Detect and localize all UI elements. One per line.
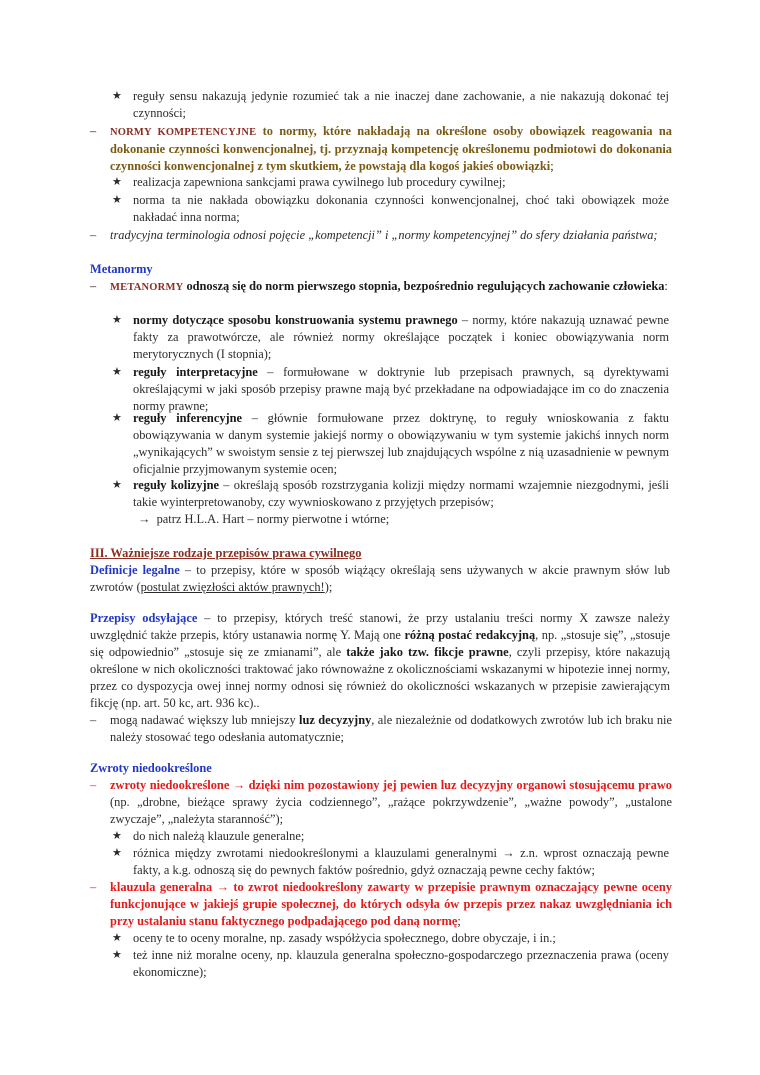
star-bullet-icon: ★ [112, 194, 122, 206]
bold-phrase: różną postać redakcyjną [404, 628, 536, 642]
star-bullet-icon: ★ [112, 479, 122, 491]
dash-item-luz [90, 712, 672, 746]
bullet-text: reguły sensu nakazują jedynie rozumieć tak a nie inaczej dane zachowanie, a nie nakazują dokonać tej czynności; [133, 89, 669, 120]
section-heading-iii: III. Ważniejsze rodzaje przepisów prawa cywilnego [90, 546, 362, 560]
term-definition: zwroty niedookreślone → dzięki nim pozostawiony jej pewien luz decyzyjny organowi stosującemu prawo [110, 778, 672, 792]
dash-text: tradycyjna terminologia odnosi pojęcie „kompetencji” i „normy kompetencyjnej” do sfery działania państwa; [110, 228, 658, 242]
bullet-item [112, 947, 669, 981]
dash-text: , ale niezależnie od dodatkowych zwrotów lub ich braku nie należy stosować tego odesłania automatycznie; [110, 713, 672, 744]
bullet-text: też inne niż moralne oceny, np. klauzula generalna społeczno-gospodarczego przeznaczenia prawa (oceny ekonomiczne); [133, 948, 669, 979]
bold-phrase: także jako tzw. fikcje prawne [346, 645, 509, 659]
dash-item-terminology [90, 227, 672, 244]
bullet-text: – określają sposób rozstrzygania kolizji między normami wzajemnie niezgodnymi, jeśli takie wyinterpretowanoby, czy wywnioskowano z przyjętych przepisów; [133, 478, 670, 509]
star-bullet-icon: ★ [112, 830, 122, 842]
arrow-text: patrz H.L.A. Hart – normy pierwotne i wtórne; [156, 512, 390, 526]
bullet-item [112, 410, 669, 478]
bullet-item [112, 312, 669, 363]
dash-marker: – [90, 124, 97, 138]
paragraph-text: – to przepisy, które w sposób wiążący określają sens używanych w akcie prawnym słów lub zwrotów ( [90, 563, 670, 594]
dash-item-zwroty [90, 777, 672, 828]
star-bullet-icon: ★ [112, 949, 122, 961]
bullet-text: – formułowane w doktrynie lub przepisach prawnych, są dyrektywami określającymi w jaki sposób przepisy prawne mają być przekładane na odpowiadające im co do znaczenia normy prawne; [133, 365, 669, 413]
dash-marker: – [90, 778, 97, 792]
dash-marker: – [90, 279, 97, 293]
dash-item-metanormy [90, 278, 672, 296]
bullet-item [112, 477, 670, 511]
dash-marker: – [90, 713, 97, 727]
section-heading-metanormy: Metanormy [90, 262, 153, 276]
star-bullet-icon: ★ [112, 412, 122, 424]
term-label: Definicje legalne [90, 563, 180, 577]
dash-item-normy-kompetencyjne [90, 123, 672, 175]
dash-marker: – [90, 228, 97, 242]
star-bullet-icon: ★ [112, 176, 122, 188]
bullet-term: normy dotyczące sposobu konstruowania systemu prawnego [133, 313, 458, 327]
term-definition: to normy, które nakładają na określone osoby obowiązek reagowania na dokonanie czynności konwencjonalnej, tj. przyznają kompetencję określonemu podmiotowi do dokonania czynności konwencjonalnej z tym skutkiem, że powstają dla kogoś jakieś obowiązki [110, 124, 672, 173]
bullet-text: do nich należą klauzule generalne; [133, 829, 305, 843]
bullet-item [112, 174, 669, 191]
star-bullet-icon: ★ [112, 90, 122, 102]
bullet-item [112, 88, 669, 122]
term-definition: odnoszą się do norm pierwszego stopnia, bezpośrednio regulujących zachowanie człowieka [183, 279, 665, 293]
bullet-item [112, 364, 669, 415]
star-bullet-icon: ★ [112, 314, 122, 326]
paragraph-text: , np. „stosuje się”, „stosuje się odpowiednio” „stosuje się ze zmianami”, ale [90, 628, 670, 659]
bullet-text: – głównie formułowane przez doktrynę, to reguły wnioskowania z faktu obowiązywania w danym systemie jakiejś normy o obowiązywaniu w tym systemie jakichś innych norm „wynikających” w swoistym sensie z tej pierwszej lub znajdujących wspólne z nią uzasadnienie w pewnym oficjalnie przyjmowanym systemie ocen; [133, 411, 669, 476]
dash-marker: – [90, 880, 97, 894]
dash-item-klauzula [90, 879, 672, 930]
bullet-item [112, 192, 669, 226]
paragraph-text: , czyli przepisy, które nakazują określone w nich okoliczności traktować jako równoważne z okolicznościami wskazanymi w hipotezie innej normy, przez co dyspozycja owej innej normy odnosi się również do okoliczności wskazanych w przepisie zawierającym fikcję (np. art. 50 kc, art. 936 kc).. [90, 645, 670, 710]
arrow-reference [138, 511, 389, 528]
term-label: Przepisy odsyłające [90, 611, 198, 625]
paragraph-definicje-legalne [90, 562, 670, 596]
star-bullet-icon: ★ [112, 932, 122, 944]
bullet-text: norma ta nie nakłada obowiązku dokonania czynności konwencjonalnej, choć taki obowiązek może nakładać inna norma; [133, 193, 669, 224]
bullet-term: reguły interpretacyjne [133, 365, 258, 379]
punct: ; [550, 159, 554, 173]
star-bullet-icon: ★ [112, 366, 122, 378]
dash-text: mogą nadawać większy lub mniejszy [110, 713, 300, 727]
term-definition: klauzula generalna → to zwrot niedookreślony zawarty w przepisie prawnym oznaczający pewne oceny funkcjonujące w jakiejś grupie społecznej, do których odsyła ów przepis przez nakaz uwzględniania ich przy ustalaniu stanu faktycznego podpadającego pod daną normę [110, 880, 672, 928]
punct: : [664, 279, 668, 293]
right-arrow-icon: → [138, 512, 151, 526]
paragraph-text: – to przepisy, których treść stanowi, że przy ustalaniu treści normy X zawsze należy uwzględnić także przepis, który ustanawia normę Y. Mają one [90, 611, 670, 642]
paragraph-przepisy-odsylajace [90, 610, 670, 712]
dash-text: (np. „drobne, bieżące sprawy życia codziennego”, „rażące pokrzywdzenie”, „ważne powody”, „ustalone zwyczaje”, „należyta staranność”); [110, 795, 672, 826]
bullet-text: – normy, które nakazują uznawać pewne fakty za prawotwórcze, ale również normy określające początek i koniec obowiązywania norm merytorycznych (I stopnia); [133, 313, 669, 361]
bullet-text: różnica między zwrotami niedookreślonymi a klauzulami generalnymi → z.n. wprost oznaczają pewne fakty, a k.g. odnoszą się do pewnych faktów pośrednio, gdyż oznaczają pewne cechy faktów; [133, 846, 669, 877]
section-heading-zwroty: Zwroty niedookreślone [90, 761, 212, 775]
bold-phrase: luz decyzyjny [299, 713, 372, 727]
bullet-item [112, 828, 669, 845]
bullet-text: oceny te to oceny moralne, np. zasady współżycia społecznego, dobre obyczaje, i in.; [133, 931, 556, 945]
bullet-term: reguły inferencyjne [133, 411, 243, 425]
postulat-link: postulat zwięzłości aktów prawnych! [140, 580, 325, 594]
bullet-item [112, 845, 669, 879]
term-label: METANORMY [110, 282, 184, 293]
punct: ); [324, 580, 333, 594]
star-bullet-icon: ★ [112, 847, 122, 859]
bullet-item [112, 930, 669, 947]
bullet-text: realizacja zapewniona sankcjami prawa cywilnego lub procedury cywilnej; [133, 175, 506, 189]
punct: ; [457, 914, 461, 928]
bullet-term: reguły kolizyjne [133, 478, 219, 492]
term-label: NORMY KOMPETENCYJNE [110, 127, 257, 138]
